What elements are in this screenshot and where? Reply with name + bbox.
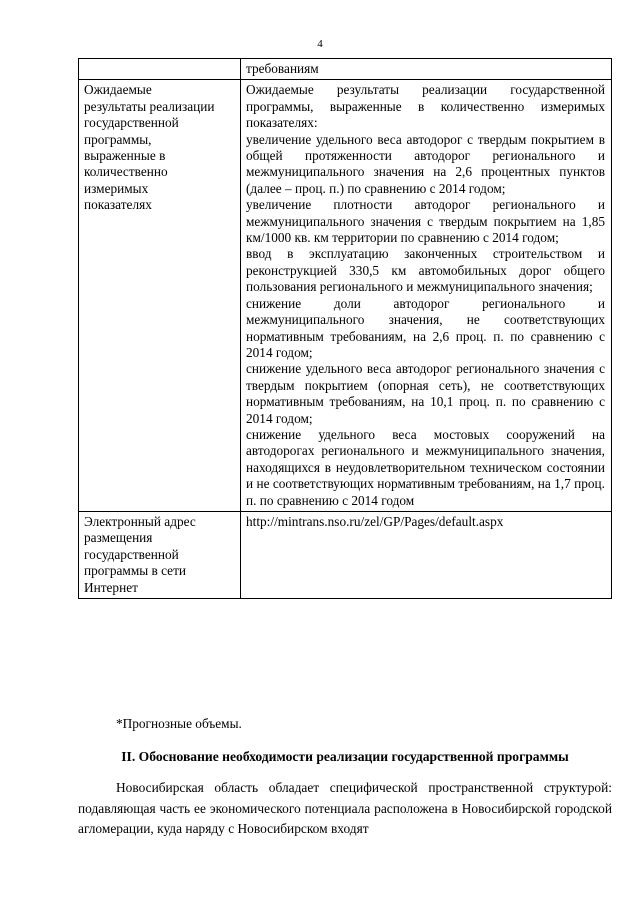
table-row (79, 59, 612, 80)
content-paragraph: увеличение удельного веса автодорог с твердым покрытием в общей протяженности автодорог регионального и межмуниципального значения на 2,6 процентных пунктов (далее – проц. п.) по сравнению с 2014 годом; (246, 131, 605, 196)
content-paragraph: требованиям (246, 61, 319, 76)
content-paragraph: снижение доли автодорог регионального и межмуниципального значения, не соответствующих нормативным требованиям, на 2,6 проц. п. по сравнению с 2014 годом; (246, 295, 605, 360)
label-text: Ожидаемые результаты реализации государственной программы, выраженные в количественно измеримых показателях (84, 82, 215, 213)
row-content (241, 511, 612, 598)
row-label (79, 80, 241, 512)
content-paragraph: снижение удельного веса мостовых сооружений на автодорогах регионального и межмуниципального значения, находящихся в неудовлетворительном техническом состоянии и не соответствующих нормативным требованиям, на 1,7 проц. п. по сравнению с 2014 годом (246, 426, 605, 508)
row-content (241, 59, 612, 80)
row-label (79, 511, 241, 598)
row-label (79, 59, 241, 80)
content-paragraph: снижение удельного веса автодорог регионального значения с твердым покрытием (опорная сеть), не соответствующих нормативным требованиям, на 10,1 проц. п. по сравнению с 2014 годом; (246, 361, 605, 426)
table-row (79, 511, 612, 598)
content-paragraph: Ожидаемые результаты реализации государственной программы, выраженные в количественно измеримых показателях: (246, 82, 605, 131)
page-number: 4 (317, 38, 323, 50)
content-paragraph: увеличение плотности автодорог регионального и межмуниципального значения с твердым покрытием на 1,85 км/1000 кв. км территории по сравнению с 2014 годом; (246, 197, 605, 246)
table-row (79, 80, 612, 512)
row-content (241, 80, 612, 512)
program-passport-table (78, 58, 612, 599)
section-heading: II. Обоснование необходимости реализации государственной программы (121, 749, 569, 764)
content-paragraph: ввод в эксплуатацию законченных строительством и реконструкцией 330,5 км автомобильных дорог общего пользования регионального и межмуниципального значения; (246, 246, 605, 295)
body-paragraph: Новосибирская область обладает специфической пространственной структурой: подавляющая часть ее экономического потенциала расположена в Новосибирской городской агломерации, куда наряду с Новосибирском входят (78, 780, 612, 836)
footnote: *Прогнозные объемы. (116, 716, 242, 731)
website-link[interactable]: http://mintrans.nso.ru/zel/GP/Pages/default.aspx (246, 513, 504, 529)
label-text: Электронный адрес размещения государственной программы в сети Интернет (84, 513, 196, 595)
